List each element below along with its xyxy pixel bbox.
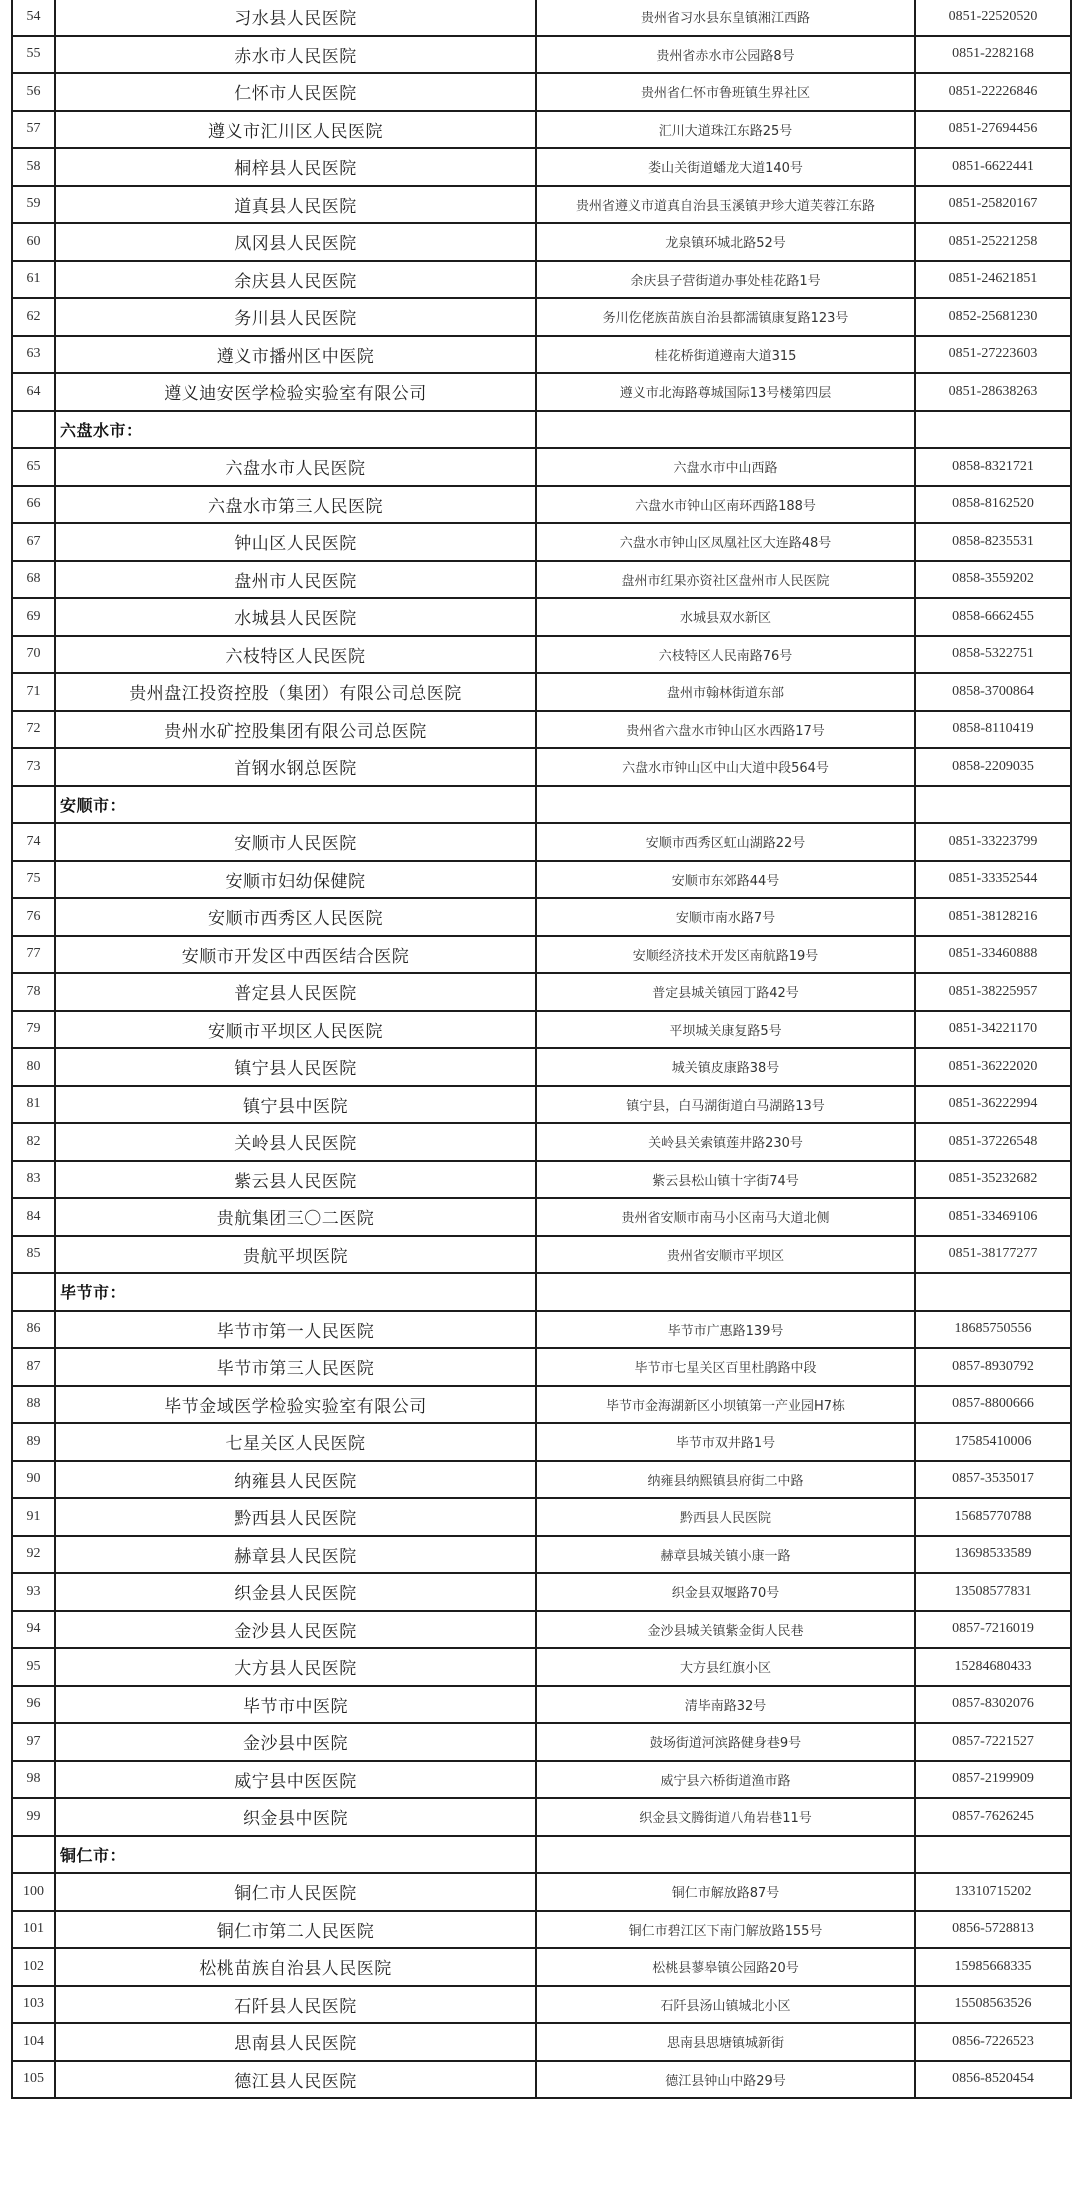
table-row [12,823,1071,861]
phone-cell: 0858-5322751 [915,636,1071,674]
address-cell: 六枝特区人民南路76号 [536,636,915,674]
hospital-name-cell: 贵航集团三〇二医院 [55,1198,536,1236]
row-number-cell: 92 [12,1536,55,1574]
table-row [12,2023,1071,2061]
phone-cell: 0851-33352544 [915,861,1071,899]
address-cell: 六盘水市钟山区中山大道中段564号 [536,748,915,786]
hospital-name-cell: 松桃苗族自治县人民医院 [55,1948,536,1986]
address-cell: 纳雍县纳熙镇县府街二中路 [536,1461,915,1499]
hospital-name-cell: 贵航平坝医院 [55,1236,536,1274]
table-row [12,0,1071,36]
row-number-cell: 63 [12,336,55,374]
row-number-cell: 101 [12,1911,55,1949]
hospital-name-cell: 盘州市人民医院 [55,561,536,599]
address-cell: 贵州省遵义市道真自治县玉溪镇尹珍大道芙蓉江东路 [536,186,915,224]
hospital-name-cell: 毕节市第三人民医院 [55,1348,536,1386]
hospital-name-cell: 凤冈县人民医院 [55,223,536,261]
row-number-cell [12,1836,55,1874]
address-cell: 贵州省习水县东皇镇湘江西路 [536,0,915,36]
phone-cell: 13310715202 [915,1873,1071,1911]
phone-cell: 0851-2282168 [915,36,1071,74]
row-number-cell: 84 [12,1198,55,1236]
phone-cell: 0851-38177277 [915,1236,1071,1274]
section-title-cell: 六盘水市： [55,411,536,449]
hospital-name-cell: 织金县中医院 [55,1798,536,1836]
address-cell: 龙泉镇环城北路52号 [536,223,915,261]
phone-cell: 0857-3535017 [915,1461,1071,1499]
table-row [12,598,1071,636]
table-row [12,1086,1071,1124]
address-cell: 汇川大道珠江东路25号 [536,111,915,149]
phone-cell: 13508577831 [915,1573,1071,1611]
address-cell: 桂花桥街道遵南大道315 [536,336,915,374]
phone-cell: 0858-8321721 [915,448,1071,486]
table-row [12,2061,1071,2099]
address-cell: 赫章县城关镇小康一路 [536,1536,915,1574]
phone-cell: 0857-7221527 [915,1723,1071,1761]
row-number-cell: 58 [12,148,55,186]
phone-cell: 13698533589 [915,1536,1071,1574]
table-row [12,711,1071,749]
row-number-cell: 73 [12,748,55,786]
phone-cell: 15985668335 [915,1948,1071,1986]
row-number-cell: 95 [12,1648,55,1686]
table-row [12,1686,1071,1724]
phone-cell: 0851-25820167 [915,186,1071,224]
row-number-cell [12,411,55,449]
phone-cell: 0851-36222020 [915,1048,1071,1086]
address-cell: 石阡县汤山镇城北小区 [536,1986,915,2024]
phone-cell: 0856-5728813 [915,1911,1071,1949]
address-cell [536,1836,915,1874]
address-cell: 娄山关街道蟠龙大道140号 [536,148,915,186]
section-header-row [12,786,1071,824]
hospital-name-cell: 安顺市西秀区人民医院 [55,898,536,936]
hospital-name-cell: 遵义市播州区中医院 [55,336,536,374]
hospital-name-cell: 六盘水市人民医院 [55,448,536,486]
row-number-cell: 97 [12,1723,55,1761]
row-number-cell: 98 [12,1761,55,1799]
phone-cell: 0851-27223603 [915,336,1071,374]
table-row [12,748,1071,786]
table-row [12,223,1071,261]
phone-cell: 0857-8930792 [915,1348,1071,1386]
hospital-name-cell: 余庆县人民医院 [55,261,536,299]
address-cell: 平坝城关康复路5号 [536,1011,915,1049]
phone-cell [915,411,1071,449]
table-row [12,73,1071,111]
phone-cell: 15508563526 [915,1986,1071,2024]
address-cell: 贵州省赤水市公园路8号 [536,36,915,74]
table-row [12,561,1071,599]
row-number-cell: 78 [12,973,55,1011]
table-row [12,936,1071,974]
row-number-cell: 102 [12,1948,55,1986]
table-row [12,1536,1071,1574]
phone-cell: 15685770788 [915,1498,1071,1536]
phone-cell: 0858-2209035 [915,748,1071,786]
phone-cell: 17585410006 [915,1423,1071,1461]
address-cell: 贵州省仁怀市鲁班镇生界社区 [536,73,915,111]
phone-cell: 0857-7626245 [915,1798,1071,1836]
hospital-list-sheet [11,0,1070,2099]
table-row [12,1311,1071,1349]
row-number-cell: 69 [12,598,55,636]
phone-cell: 0856-8520454 [915,2061,1071,2099]
phone-cell: 0851-38128216 [915,898,1071,936]
address-cell: 织金县文腾街道八角岩巷11号 [536,1798,915,1836]
row-number-cell: 66 [12,486,55,524]
table-row [12,1048,1071,1086]
table-row [12,1011,1071,1049]
hospital-name-cell: 水城县人民医院 [55,598,536,636]
row-number-cell: 55 [12,36,55,74]
address-cell: 城关镇皮康路38号 [536,1048,915,1086]
phone-cell: 18685750556 [915,1311,1071,1349]
address-cell [536,786,915,824]
address-cell: 关岭县关索镇莲井路230号 [536,1123,915,1161]
address-cell: 铜仁市解放路87号 [536,1873,915,1911]
hospital-name-cell: 关岭县人民医院 [55,1123,536,1161]
address-cell: 黔西县人民医院 [536,1498,915,1536]
table-row [12,1986,1071,2024]
table-row [12,1798,1071,1836]
section-header-row [12,1836,1071,1874]
address-cell: 余庆县子营街道办事处桂花路1号 [536,261,915,299]
hospital-name-cell: 纳雍县人民医院 [55,1461,536,1499]
row-number-cell: 96 [12,1686,55,1724]
hospital-name-cell: 道真县人民医院 [55,186,536,224]
table-row [12,1236,1071,1274]
row-number-cell: 62 [12,298,55,336]
section-title-cell: 毕节市： [55,1273,536,1311]
address-cell: 贵州省六盘水市钟山区水西路17号 [536,711,915,749]
table-row [12,1573,1071,1611]
row-number-cell: 91 [12,1498,55,1536]
phone-cell: 15284680433 [915,1648,1071,1686]
phone-cell: 0851-36222994 [915,1086,1071,1124]
table-row [12,1873,1071,1911]
address-cell: 务川仡佬族苗族自治县都濡镇康复路123号 [536,298,915,336]
hospital-name-cell: 紫云县人民医院 [55,1161,536,1199]
hospital-name-cell: 石阡县人民医院 [55,1986,536,2024]
address-cell: 安顺市西秀区虹山湖路22号 [536,823,915,861]
phone-cell: 0851-6622441 [915,148,1071,186]
row-number-cell: 70 [12,636,55,674]
address-cell: 德江县钟山中路29号 [536,2061,915,2099]
address-cell: 毕节市广惠路139号 [536,1311,915,1349]
address-cell: 盘州市翰林街道东部 [536,673,915,711]
table-row [12,373,1071,411]
table-row [12,336,1071,374]
table-row [12,298,1071,336]
table-row [12,486,1071,524]
table-row [12,673,1071,711]
row-number-cell: 68 [12,561,55,599]
address-cell: 毕节市金海湖新区小坝镇第一产业园H7栋 [536,1386,915,1424]
table-row [12,973,1071,1011]
address-cell: 普定县城关镇园丁路42号 [536,973,915,1011]
table-row [12,636,1071,674]
hospital-name-cell: 仁怀市人民医院 [55,73,536,111]
address-cell: 遵义市北海路尊城国际13号楼第四层 [536,373,915,411]
address-cell [536,411,915,449]
address-cell: 金沙县城关镇紫金街人民巷 [536,1611,915,1649]
phone-cell: 0851-22226846 [915,73,1071,111]
hospital-name-cell: 六枝特区人民医院 [55,636,536,674]
hospital-name-cell: 赤水市人民医院 [55,36,536,74]
hospital-name-cell: 德江县人民医院 [55,2061,536,2099]
address-cell: 六盘水市钟山区南环西路188号 [536,486,915,524]
hospital-name-cell: 威宁县中医医院 [55,1761,536,1799]
row-number-cell: 79 [12,1011,55,1049]
row-number-cell: 72 [12,711,55,749]
row-number-cell: 77 [12,936,55,974]
address-cell: 安顺市东郊路44号 [536,861,915,899]
phone-cell: 0851-33460888 [915,936,1071,974]
address-cell: 盘州市红果亦资社区盘州市人民医院 [536,561,915,599]
row-number-cell: 85 [12,1236,55,1274]
hospital-name-cell: 安顺市人民医院 [55,823,536,861]
table-row [12,36,1071,74]
hospital-name-cell: 七星关区人民医院 [55,1423,536,1461]
address-cell: 铜仁市碧江区下南门解放路155号 [536,1911,915,1949]
row-number-cell: 104 [12,2023,55,2061]
address-cell [536,1273,915,1311]
hospital-name-cell: 安顺市平坝区人民医院 [55,1011,536,1049]
address-cell: 清毕南路32号 [536,1686,915,1724]
row-number-cell: 75 [12,861,55,899]
address-cell: 鼓场街道河滨路健身巷9号 [536,1723,915,1761]
row-number-cell: 90 [12,1461,55,1499]
hospital-name-cell: 铜仁市人民医院 [55,1873,536,1911]
section-title-cell: 安顺市： [55,786,536,824]
address-cell: 松桃县蓼皋镇公园路20号 [536,1948,915,1986]
table-row [12,1423,1071,1461]
hospital-name-cell: 赫章县人民医院 [55,1536,536,1574]
phone-cell: 0851-28638263 [915,373,1071,411]
phone-cell: 0851-33469106 [915,1198,1071,1236]
table-row [12,1386,1071,1424]
row-number-cell: 100 [12,1873,55,1911]
table-row [12,186,1071,224]
hospital-name-cell: 桐梓县人民医院 [55,148,536,186]
phone-cell: 0858-8110419 [915,711,1071,749]
hospital-name-cell: 务川县人民医院 [55,298,536,336]
row-number-cell [12,1273,55,1311]
phone-cell: 0851-38225957 [915,973,1071,1011]
phone-cell [915,786,1071,824]
row-number-cell: 105 [12,2061,55,2099]
address-cell: 毕节市双井路1号 [536,1423,915,1461]
section-title-cell: 铜仁市： [55,1836,536,1874]
hospital-table-body [12,0,1071,2098]
table-row [12,1648,1071,1686]
table-row [12,1461,1071,1499]
phone-cell: 0851-27694456 [915,111,1071,149]
row-number-cell: 59 [12,186,55,224]
hospital-name-cell: 安顺市妇幼保健院 [55,861,536,899]
table-row [12,1161,1071,1199]
row-number-cell: 67 [12,523,55,561]
hospital-name-cell: 习水县人民医院 [55,0,536,36]
table-row [12,261,1071,299]
hospital-name-cell: 思南县人民医院 [55,2023,536,2061]
address-cell: 毕节市七星关区百里杜鹃路中段 [536,1348,915,1386]
row-number-cell: 71 [12,673,55,711]
row-number-cell: 82 [12,1123,55,1161]
phone-cell: 0857-8302076 [915,1686,1071,1724]
hospital-name-cell: 钟山区人民医院 [55,523,536,561]
phone-cell: 0851-34221170 [915,1011,1071,1049]
address-cell: 安顺经济技术开发区南航路19号 [536,936,915,974]
row-number-cell: 60 [12,223,55,261]
row-number-cell: 93 [12,1573,55,1611]
table-row [12,1348,1071,1386]
row-number-cell [12,786,55,824]
table-row [12,1611,1071,1649]
address-cell: 大方县红旗小区 [536,1648,915,1686]
row-number-cell: 103 [12,1986,55,2024]
section-header-row [12,411,1071,449]
phone-cell: 0851-37226548 [915,1123,1071,1161]
row-number-cell: 65 [12,448,55,486]
hospital-name-cell: 铜仁市第二人民医院 [55,1911,536,1949]
table-row [12,861,1071,899]
phone-cell: 0851-35232682 [915,1161,1071,1199]
phone-cell: 0858-3700864 [915,673,1071,711]
hospital-name-cell: 毕节金域医学检验实验室有限公司 [55,1386,536,1424]
address-cell: 镇宁县，白马湖街道白马湖路13号 [536,1086,915,1124]
table-row [12,1498,1071,1536]
section-header-row [12,1273,1071,1311]
row-number-cell: 87 [12,1348,55,1386]
hospital-name-cell: 金沙县人民医院 [55,1611,536,1649]
row-number-cell: 57 [12,111,55,149]
row-number-cell: 56 [12,73,55,111]
address-cell: 水城县双水新区 [536,598,915,636]
table-row [12,898,1071,936]
table-row [12,448,1071,486]
address-cell: 织金县双堰路70号 [536,1573,915,1611]
row-number-cell: 76 [12,898,55,936]
phone-cell: 0856-7226523 [915,2023,1071,2061]
phone-cell: 0858-3559202 [915,561,1071,599]
hospital-name-cell: 贵州盘江投资控股（集团）有限公司总医院 [55,673,536,711]
phone-cell: 0858-8162520 [915,486,1071,524]
table-row [12,111,1071,149]
hospital-name-cell: 贵州水矿控股集团有限公司总医院 [55,711,536,749]
address-cell: 紫云县松山镇十字街74号 [536,1161,915,1199]
address-cell: 安顺市南水路7号 [536,898,915,936]
hospital-name-cell: 织金县人民医院 [55,1573,536,1611]
hospital-table [11,0,1072,2099]
phone-cell [915,1273,1071,1311]
phone-cell: 0851-24621851 [915,261,1071,299]
address-cell: 威宁县六桥街道渔市路 [536,1761,915,1799]
hospital-name-cell: 大方县人民医院 [55,1648,536,1686]
table-row [12,523,1071,561]
phone-cell [915,1836,1071,1874]
phone-cell: 0851-25221258 [915,223,1071,261]
row-number-cell: 80 [12,1048,55,1086]
row-number-cell: 94 [12,1611,55,1649]
table-row [12,148,1071,186]
table-row [12,1761,1071,1799]
table-row [12,1723,1071,1761]
hospital-name-cell: 黔西县人民医院 [55,1498,536,1536]
phone-cell: 0858-8235531 [915,523,1071,561]
row-number-cell: 83 [12,1161,55,1199]
row-number-cell: 88 [12,1386,55,1424]
hospital-name-cell: 遵义迪安医学检验实验室有限公司 [55,373,536,411]
phone-cell: 0857-7216019 [915,1611,1071,1649]
phone-cell: 0858-6662455 [915,598,1071,636]
hospital-name-cell: 首钢水钢总医院 [55,748,536,786]
hospital-name-cell: 金沙县中医院 [55,1723,536,1761]
hospital-name-cell: 安顺市开发区中西医结合医院 [55,936,536,974]
phone-cell: 0857-2199909 [915,1761,1071,1799]
row-number-cell: 81 [12,1086,55,1124]
address-cell: 六盘水市钟山区凤凰社区大连路48号 [536,523,915,561]
row-number-cell: 74 [12,823,55,861]
hospital-name-cell: 毕节市第一人民医院 [55,1311,536,1349]
phone-cell: 0857-8800666 [915,1386,1071,1424]
hospital-name-cell: 毕节市中医院 [55,1686,536,1724]
address-cell: 思南县思塘镇城新街 [536,2023,915,2061]
phone-cell: 0851-33223799 [915,823,1071,861]
row-number-cell: 89 [12,1423,55,1461]
table-row [12,1911,1071,1949]
address-cell: 贵州省安顺市南马小区南马大道北侧 [536,1198,915,1236]
hospital-name-cell: 遵义市汇川区人民医院 [55,111,536,149]
hospital-name-cell: 镇宁县中医院 [55,1086,536,1124]
row-number-cell: 99 [12,1798,55,1836]
row-number-cell: 54 [12,0,55,36]
table-row [12,1948,1071,1986]
phone-cell: 0851-22520520 [915,0,1071,36]
table-row [12,1198,1071,1236]
row-number-cell: 61 [12,261,55,299]
address-cell: 贵州省安顺市平坝区 [536,1236,915,1274]
phone-cell: 0852-25681230 [915,298,1071,336]
hospital-name-cell: 镇宁县人民医院 [55,1048,536,1086]
hospital-name-cell: 普定县人民医院 [55,973,536,1011]
hospital-name-cell: 六盘水市第三人民医院 [55,486,536,524]
row-number-cell: 64 [12,373,55,411]
row-number-cell: 86 [12,1311,55,1349]
address-cell: 六盘水市中山西路 [536,448,915,486]
table-row [12,1123,1071,1161]
